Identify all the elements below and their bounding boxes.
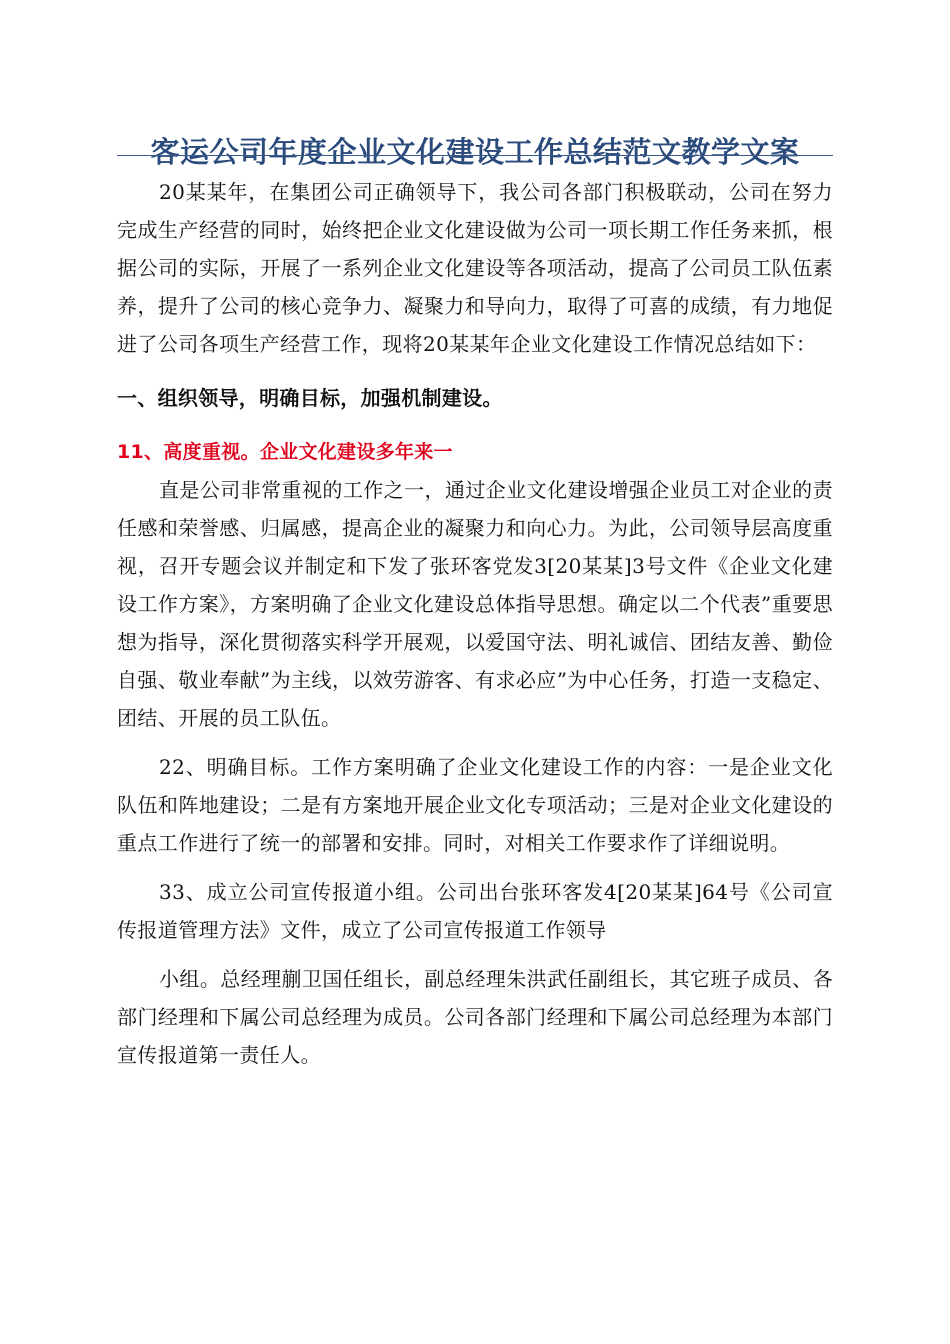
paragraph-1: 直是公司非常重视的工作之一，通过企业文化建设增强企业员工对企业的责任感和荣誉感、归属感，提高企业的凝聚力和向心力。为此，公司领导层高度重视，召开专题会议并制定和下发了张环客党发3[20某某]3号文件《企业文化建设工作方案》，方案明确了企业文化建设总体指导思想。确定以二个代表”重要思想为指导，深化贯彻落实科学开展观，以爱国守法、明礼诚信、团结友善、勤俭自强、敬业奉献”为主线，以效劳游客、有求必应”为中心任务，打造一支稳定、团结、开展的员工队伍。 xyxy=(117,478,833,730)
subheading-1: 11、高度重视。企业文化建设多年来一 xyxy=(117,441,453,463)
section-heading-1: 一、组织领导，明确目标，加强机制建设。 xyxy=(117,386,503,410)
document-title: 客运公司年度企业文化建设工作总结范文教学文案 xyxy=(150,135,800,170)
paragraph-3: 33、成立公司宣传报道小组。公司出台张环客发4[20某某]64号《公司宣传报道管理方法》文件，成立了公司宣传报道工作领导 xyxy=(117,880,833,942)
paragraph-2: 22、明确目标。工作方案明确了企业文化建设工作的内容：一是企业文化队伍和阵地建设；二是有方案地开展企业文化专项活动；三是对企业文化建设的重点工作进行了统一的部署和安排。同时，对相关工作要求作了详细说明。 xyxy=(117,755,833,855)
document-body xyxy=(117,173,833,1074)
title-underline xyxy=(117,155,833,156)
intro-paragraph: 20某某年，在集团公司正确领导下，我公司各部门积极联动，公司在努力完成生产经营的同时，始终把企业文化建设做为公司一项长期工作任务来抓，根据公司的实际，开展了一系列企业文化建设等各项活动，提高了公司员工队伍素养，提升了公司的核心竞争力、凝聚力和导向力，取得了可喜的成绩，有力地促进了公司各项生产经营工作，现将20某某年企业文化建设工作情况总结如下： xyxy=(117,180,833,356)
paragraph-4: 小组。总经理蒯卫国任组长，副总经理朱洪武任副组长，其它班子成员、各部门经理和下属公司总经理为成员。公司各部门经理和下属公司总经理为本部门宣传报道第一责任人。 xyxy=(117,967,833,1067)
